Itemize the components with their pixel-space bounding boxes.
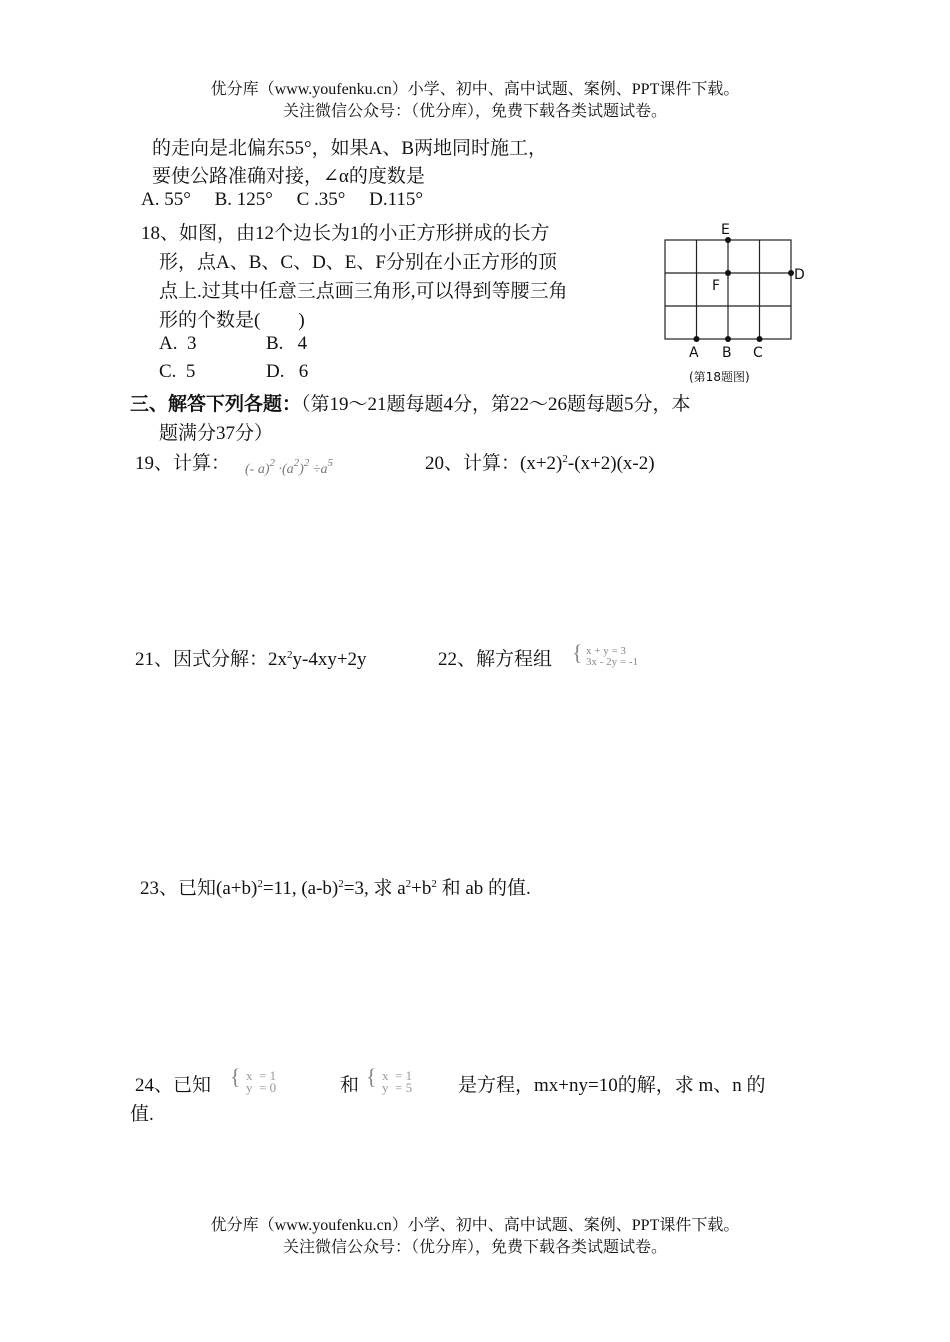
header-line-1: 优分库（www.youfenku.cn）小学、初中、高中试题、案例、PPT课件下载。	[210, 81, 740, 98]
label-c: C	[753, 345, 763, 361]
q18-line-4: 形的个数是( )	[159, 310, 305, 331]
figure-caption: (第18题图)	[689, 370, 750, 384]
q18-line-2: 形，点A、B、C、D、E、F分别在小正方形的顶	[159, 252, 557, 273]
q17-line-2: 要使公路准确对接，∠α的度数是	[152, 166, 425, 187]
footer-line-1: 优分库（www.youfenku.cn）小学、初中、高中试题、案例、PPT课件下载。	[210, 1217, 740, 1234]
q23-part-5: 和 ab 的值.	[436, 878, 531, 899]
q24-rest: 是方程，mx+ny=10的解，求 m、n 的	[458, 1075, 766, 1096]
q23-part-3: =3, 求 a	[343, 878, 406, 899]
header-line-2: 关注微信公众号：（优分库），免费下载各类试题试卷。	[282, 103, 667, 120]
q23-part-2: =11, (a-b)	[262, 878, 339, 899]
q17-line-1: 的走向是北偏东55°，如果A、B两地同时施工，	[152, 138, 547, 159]
q24-line-2: 值.	[130, 1104, 154, 1125]
label-b: B	[722, 345, 732, 361]
q21-part-2: y-4xy+2y	[292, 649, 367, 670]
point-c	[757, 336, 763, 342]
q23-exp-3: 2	[405, 878, 412, 890]
q19-label: 19、计算：	[135, 453, 231, 474]
q22-equation-2: 3x - 2y = -1	[586, 656, 639, 668]
q18-line-3: 点上.过其中任意三点画三角形,可以得到等腰三角	[159, 281, 568, 302]
q21-exp: 2	[287, 649, 293, 661]
q17-options: A. 55° B. 125° C .35° D.115°	[141, 189, 423, 210]
q23-exp-2: 2	[338, 878, 344, 890]
label-a: A	[689, 345, 699, 361]
q20-part-2: -(x+2)(x-2)	[567, 453, 655, 474]
q21-part-1: 21、因式分解：2x	[135, 649, 288, 670]
label-d: D	[794, 267, 805, 283]
q20-part-1: 20、计算：(x+2)	[425, 453, 563, 474]
q22-equation-1: x + y = 3	[586, 645, 626, 657]
label-e: E	[721, 222, 730, 238]
section-3-heading	[130, 389, 691, 416]
q24-brace-1-icon: {	[230, 1064, 241, 1089]
section-3-note-1: （第19～21题每题4分，第22～26题每题5分，本	[301, 394, 691, 415]
point-f	[725, 270, 731, 276]
q22-brace-icon: {	[572, 640, 583, 665]
point-a	[694, 336, 700, 342]
section-3-note-2: 题满分37分）	[159, 423, 274, 444]
q18-line-1: 18、如图，由12个边长为1的小正方形拼成的长方	[141, 223, 550, 244]
q24-brace-2-icon: {	[366, 1064, 377, 1089]
q18-grid-figure	[655, 218, 815, 388]
q23-exp-4: 2	[431, 878, 437, 890]
q24-system-2-x: x = 1	[382, 1068, 413, 1083]
q23-part-1: 23、已知(a+b)	[140, 878, 258, 899]
label-f: F	[712, 278, 721, 294]
grid-lines	[665, 240, 791, 339]
q24-label: 24、已知	[135, 1075, 212, 1096]
q18-option-d: D. 6	[266, 361, 309, 382]
q23-exp-1: 2	[257, 878, 263, 890]
section-3-title: 三、解答下列各题：	[130, 394, 302, 415]
q19-expression: (- $a)^2 \cdot(a^2)^2 \div a^5$	[245, 457, 334, 477]
q20-exp: 2	[562, 453, 568, 465]
q24-system-2-y: y = 5	[382, 1080, 413, 1095]
q23-part-4: +b	[411, 878, 432, 899]
point-b	[725, 336, 731, 342]
q18-option-c: C. 5	[159, 361, 196, 382]
q23-text	[140, 873, 531, 900]
q21-text	[135, 644, 367, 671]
q18-option-a: A. 3	[159, 333, 197, 354]
footer-line-2: 关注微信公众号：（优分库），免费下载各类试题试卷。	[282, 1239, 667, 1256]
q24-and: 和	[340, 1075, 360, 1096]
q22-label: 22、解方程组	[438, 649, 553, 670]
q24-system-1-x: x = 1	[246, 1068, 277, 1083]
q24-system-1-y: y = 0	[246, 1080, 277, 1095]
q20-text	[425, 448, 655, 475]
q18-option-b: B. 4	[266, 333, 308, 354]
